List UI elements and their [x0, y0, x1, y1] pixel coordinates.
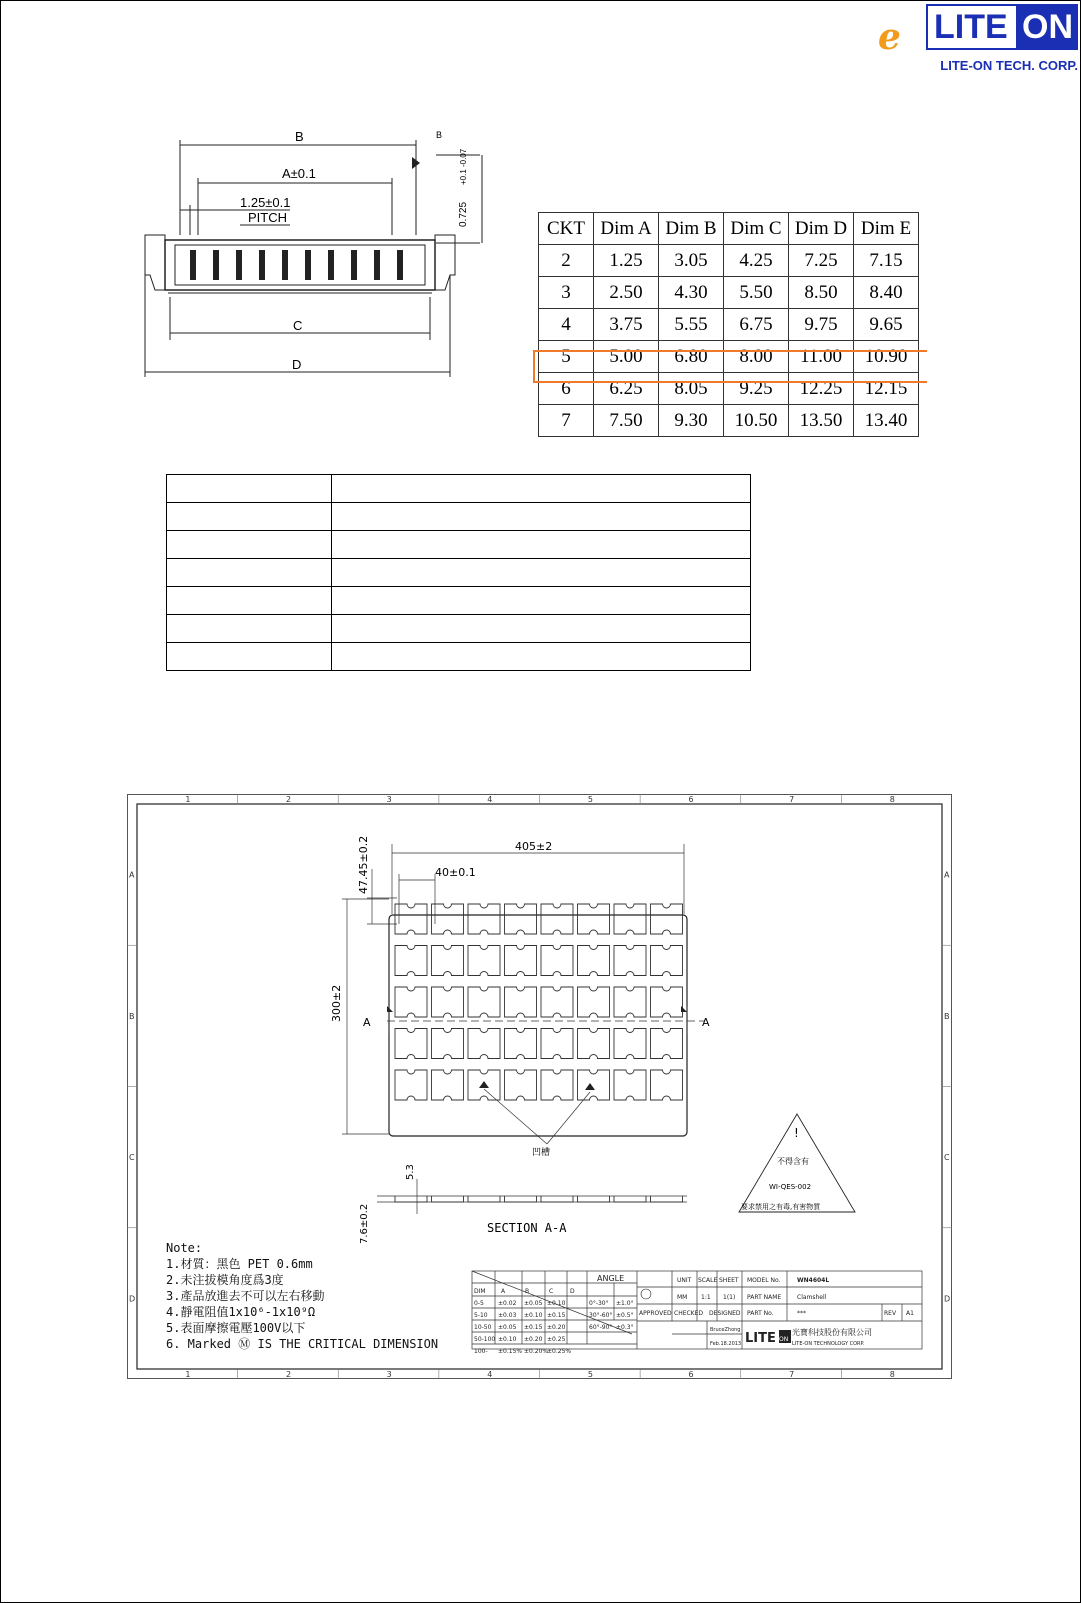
section-pocket [614, 1196, 646, 1202]
table-cell: 12.15 [854, 373, 919, 405]
tol-cell: ±0.20 [547, 1324, 566, 1331]
table-cell: 6 [539, 373, 594, 405]
tol-cell: ±0.03 [498, 1312, 517, 1319]
tray-pocket [505, 1070, 537, 1100]
tray-pocket [395, 987, 427, 1017]
tray-pitch-dim: 40±0.1 [435, 866, 476, 879]
logo-on: ON [1016, 6, 1076, 48]
table-cell: 7.25 [789, 245, 854, 277]
table-cell: 4.30 [659, 277, 724, 309]
tol-cell: ±0.02 [498, 1300, 517, 1307]
tray-pocket [432, 1070, 464, 1100]
dim-table-header [539, 213, 919, 245]
grid-col-label: 8 [889, 795, 895, 804]
tol-cell: ±0.20 [524, 1336, 543, 1343]
dim-table-header-cell: Dim A [594, 213, 659, 245]
tol-cell: ±0.5° [616, 1312, 634, 1319]
connector-drawing [140, 125, 480, 385]
tray-pocket [651, 987, 683, 1017]
note-item: 3.產品放進去不可以左右移動 [166, 1289, 325, 1303]
table-cell: 4 [539, 309, 594, 341]
titleblock-logo-lite: LITE [745, 1331, 776, 1346]
tray-thick-dim: 5.3 [405, 1164, 416, 1180]
tol-cell: ±0.15 [524, 1324, 543, 1331]
grid-row-label: A [129, 870, 135, 880]
tray-pocket [541, 904, 573, 934]
section-pocket [651, 1196, 683, 1202]
table-cell: 6.25 [594, 373, 659, 405]
model-label: MODEL No. [747, 1277, 781, 1284]
tol-header-cell: B [525, 1288, 530, 1295]
notes-title: Note: [166, 1241, 203, 1255]
projection-symbol-icon [641, 1289, 651, 1299]
dim-table-header-cell: Dim C [724, 213, 789, 245]
part-no-label: PART No. [747, 1310, 774, 1317]
part-name-value: Clamshell [797, 1294, 827, 1301]
table-cell: 2 [539, 245, 594, 277]
table-cell: 13.40 [854, 405, 919, 437]
dim-d-label: D [292, 357, 302, 372]
tray-pocket [432, 987, 464, 1017]
rev-label: REV [884, 1310, 897, 1317]
scale-label: SCALE [698, 1277, 718, 1284]
tray-total-dim: 7.6±0.2 [359, 1203, 370, 1244]
grid-col-label: 2 [285, 1370, 292, 1379]
dim-c-label: C [293, 318, 303, 333]
tray-pocket [432, 946, 464, 976]
table-row [539, 405, 919, 437]
table-row [167, 531, 751, 559]
tol-cell: ±0.25 [547, 1336, 566, 1343]
tray-pocket [468, 904, 500, 934]
height-tol-label: +0.1 -0.07 [459, 148, 468, 185]
grid-col-label: 5 [587, 795, 593, 804]
table-cell: 5.55 [659, 309, 724, 341]
table-row [539, 245, 919, 277]
tray-pocket [468, 946, 500, 976]
tol-cell: 0°-30° [589, 1300, 609, 1307]
unit-value: MM [677, 1294, 688, 1301]
table-cell: 9.75 [789, 309, 854, 341]
table-cell [167, 531, 332, 559]
tray-pocket [614, 1029, 646, 1059]
tray-pocket [432, 1029, 464, 1059]
section-mark-right: A [702, 1016, 710, 1029]
highlighted-row-box [533, 350, 927, 383]
tol-cell: 5-10 [474, 1312, 488, 1319]
table-cell: 1.25 [594, 245, 659, 277]
table-cell: 3.05 [659, 245, 724, 277]
designed-label: DESIGNED [709, 1310, 741, 1317]
table-cell: 10.50 [724, 405, 789, 437]
table-cell: 4.25 [724, 245, 789, 277]
tray-pocket [468, 987, 500, 1017]
height-dim-label: 0.725 [458, 201, 469, 227]
dim-table-header-cell: CKT [539, 213, 594, 245]
part-no-value: *** [797, 1310, 806, 1317]
note-item: 6. Marked Ⓜ IS THE CRITICAL DIMENSION [166, 1337, 439, 1351]
table-cell: 12.25 [789, 373, 854, 405]
tol-header-cell: D [570, 1288, 575, 1295]
tray-pocket [651, 1070, 683, 1100]
table-row [167, 587, 751, 615]
logo-e-mark: e [878, 16, 901, 58]
drawing-notes [166, 1240, 438, 1352]
liteon-logo [878, 4, 1078, 78]
tray-pocket [505, 987, 537, 1017]
dim-a-label: A±0.1 [282, 166, 316, 181]
logo-corp: LITE-ON TECH. CORP. [940, 58, 1078, 73]
table-cell: 7 [539, 405, 594, 437]
tray-pocket [614, 987, 646, 1017]
section-pocket [432, 1196, 464, 1202]
grid-col-label: 7 [789, 795, 795, 804]
section-pocket [505, 1196, 537, 1202]
grid-col-label: 1 [185, 1370, 191, 1379]
table-cell: 7.15 [854, 245, 919, 277]
dim-table-header-cell: Dim B [659, 213, 724, 245]
note-item: 2.未注拔模角度爲3度 [166, 1273, 284, 1287]
tol-header-cell: A [501, 1288, 506, 1295]
table-cell [332, 503, 751, 531]
designer-name: BruceZhong [710, 1327, 741, 1333]
tray-pocket [578, 904, 610, 934]
table-cell: 9.25 [724, 373, 789, 405]
tray-pocket [541, 1070, 573, 1100]
tol-header-cell: DIM [474, 1288, 486, 1295]
tray-pocket [432, 904, 464, 934]
logo-box [926, 4, 1078, 50]
tray-pocket [505, 904, 537, 934]
approved-label: APPROVED [639, 1310, 672, 1317]
table-row [539, 277, 919, 309]
tray-pocket [541, 946, 573, 976]
table-cell: 7.50 [594, 405, 659, 437]
tray-pocket [505, 1029, 537, 1059]
model-value: WN4604L [797, 1277, 830, 1284]
grid-col-label: 6 [688, 795, 694, 804]
tray-pocket [651, 1029, 683, 1059]
table-cell: 9.65 [854, 309, 919, 341]
grid-col-label: 4 [487, 795, 493, 804]
section-pocket [395, 1196, 427, 1202]
grid-col-label: 1 [185, 795, 191, 804]
tol-cell: ±0.05 [524, 1300, 543, 1307]
tray-pocket [541, 987, 573, 1017]
table-cell [332, 615, 751, 643]
sheet-value: 1(1) [723, 1294, 736, 1301]
tol-cell: ±0.10 [547, 1300, 566, 1307]
tol-cell: ±0.10 [498, 1336, 517, 1343]
table-cell [332, 531, 751, 559]
tol-cell: ±0.05 [498, 1324, 517, 1331]
datum-label: B [436, 130, 443, 140]
table-cell [167, 643, 332, 671]
table-cell [167, 559, 332, 587]
table-row [167, 643, 751, 671]
tol-cell: 10-50 [474, 1324, 492, 1331]
tray-height-dim: 300±2 [330, 984, 343, 1022]
tray-pocket [578, 1029, 610, 1059]
tol-cell: ±0.15 [547, 1312, 566, 1319]
tol-cell: ±0.20% [524, 1348, 549, 1355]
tray-pocket [651, 946, 683, 976]
table-cell: 5.50 [724, 277, 789, 309]
grid-col-label: 4 [487, 1370, 493, 1379]
tol-cell: ±1.0° [616, 1300, 634, 1307]
logo-lite: LITE [934, 8, 1008, 46]
dim-table [538, 212, 919, 437]
pitch-value-label: 1.25±0.1 [240, 195, 291, 210]
grid-col-label: 3 [386, 1370, 392, 1379]
grid-col-label: 3 [386, 795, 392, 804]
tray-top-dim: 47.45±0.2 [357, 835, 370, 894]
pitch-label: PITCH [248, 210, 287, 225]
tray-pocket [578, 1070, 610, 1100]
dim-table-header-cell: Dim D [789, 213, 854, 245]
warning-line3: 要求禁用之有毒,有害物質 [741, 1203, 821, 1211]
table-cell: 2.50 [594, 277, 659, 309]
table-row [539, 309, 919, 341]
table-cell: 10.90 [854, 341, 919, 373]
grid-row-label: A [944, 870, 950, 880]
tol-cell: 50-100 [474, 1336, 496, 1343]
tray-pocket [614, 1070, 646, 1100]
grid-row-label: D [944, 1294, 951, 1304]
table-cell: 8.50 [789, 277, 854, 309]
tray-pocket [395, 904, 427, 934]
tray-pocket [541, 1029, 573, 1059]
table-cell: 13.50 [789, 405, 854, 437]
warning-line2: WI-QES-002 [769, 1183, 812, 1191]
table-cell [167, 503, 332, 531]
tray-pocket [468, 1029, 500, 1059]
tray-pocket [614, 946, 646, 976]
table-cell [332, 559, 751, 587]
note-item: 1.材質：黑色 PET 0.6mm [166, 1257, 313, 1271]
table-cell [167, 615, 332, 643]
table-cell [167, 475, 332, 503]
section-pocket [578, 1196, 610, 1202]
checked-label: CHECKED [674, 1310, 704, 1317]
table-cell: 8.40 [854, 277, 919, 309]
grid-row-label: B [944, 1011, 950, 1021]
company-cn: 光寶科技股份有限公司 [792, 1328, 872, 1337]
tol-header-cell: C [549, 1288, 554, 1295]
tol-cell: ±0.25% [547, 1348, 572, 1355]
warning-mark: ! [794, 1126, 799, 1140]
note-item: 4.靜電阻值1x10⁶-1x10⁹Ω [166, 1305, 316, 1319]
tray-pocket [651, 904, 683, 934]
table-cell [332, 587, 751, 615]
grid-row-label: D [129, 1294, 136, 1304]
tray-pocket [578, 946, 610, 976]
grid-col-label: 2 [285, 795, 292, 804]
design-date: Feb.18.2013 [710, 1341, 742, 1347]
scale-value: 1:1 [701, 1294, 711, 1301]
table-cell [332, 643, 751, 671]
note-item: 5.表面摩擦電壓100V以下 [166, 1321, 306, 1335]
table-row [167, 615, 751, 643]
tray-pocket [395, 946, 427, 976]
grid-col-label: 5 [587, 1370, 593, 1379]
tray-pocket [505, 946, 537, 976]
tol-cell: 60°-90° [589, 1324, 613, 1331]
table-row [167, 503, 751, 531]
table-cell: 5 [539, 341, 594, 373]
table-row [167, 559, 751, 587]
warning-line1: 不得含有 [777, 1157, 809, 1166]
table-cell: 8.05 [659, 373, 724, 405]
part-name-label: PART NAME [747, 1294, 782, 1301]
unit-label: UNIT [677, 1277, 692, 1284]
dim-b-label: B [295, 129, 304, 144]
grid-col-label: 7 [789, 1370, 795, 1379]
tray-pocket [578, 987, 610, 1017]
grid-row-label: C [129, 1153, 135, 1163]
table-cell [332, 475, 751, 503]
grid-row-label: B [129, 1011, 135, 1021]
tol-cell: ±0.15% [498, 1348, 523, 1355]
tol-cell: 30°-60° [589, 1312, 613, 1319]
grid-col-label: 6 [688, 1370, 694, 1379]
table-cell: 11.00 [789, 341, 854, 373]
tray-pocket [614, 904, 646, 934]
table-cell [167, 587, 332, 615]
grid-row-label: C [944, 1153, 950, 1163]
tol-cell: 0-5 [474, 1300, 484, 1307]
empty-table [166, 474, 751, 671]
pocket-label: 凹槽 [532, 1148, 551, 1158]
tol-cell: 100- [474, 1348, 488, 1355]
table-row [167, 475, 751, 503]
tray-width-dim: 405±2 [515, 840, 553, 853]
table-cell: 6.80 [659, 341, 724, 373]
section-pocket [468, 1196, 500, 1202]
table-cell: 9.30 [659, 405, 724, 437]
rev-value: A1 [906, 1310, 914, 1317]
table-cell: 3 [539, 277, 594, 309]
table-cell: 3.75 [594, 309, 659, 341]
titleblock-logo-on: ON [779, 1336, 789, 1343]
section-mark-left: A [363, 1016, 371, 1029]
tray-pocket [395, 1029, 427, 1059]
tray-pocket [395, 1070, 427, 1100]
section-pocket [541, 1196, 573, 1202]
tol-cell: ±0.3° [616, 1324, 634, 1331]
grid-col-label: 8 [889, 1370, 895, 1379]
table-cell: 6.75 [724, 309, 789, 341]
dim-table-header-cell: Dim E [854, 213, 919, 245]
section-title: SECTION A-A [487, 1221, 567, 1235]
table-cell: 5.00 [594, 341, 659, 373]
tol-header-cell: ANGLE [597, 1274, 625, 1283]
table-cell: 8.00 [724, 341, 789, 373]
tol-cell: ±0.10 [524, 1312, 543, 1319]
company-en: LITE-ON TECHNOLOGY CORP. [792, 1341, 865, 1347]
sheet-label: SHEET [719, 1277, 739, 1284]
